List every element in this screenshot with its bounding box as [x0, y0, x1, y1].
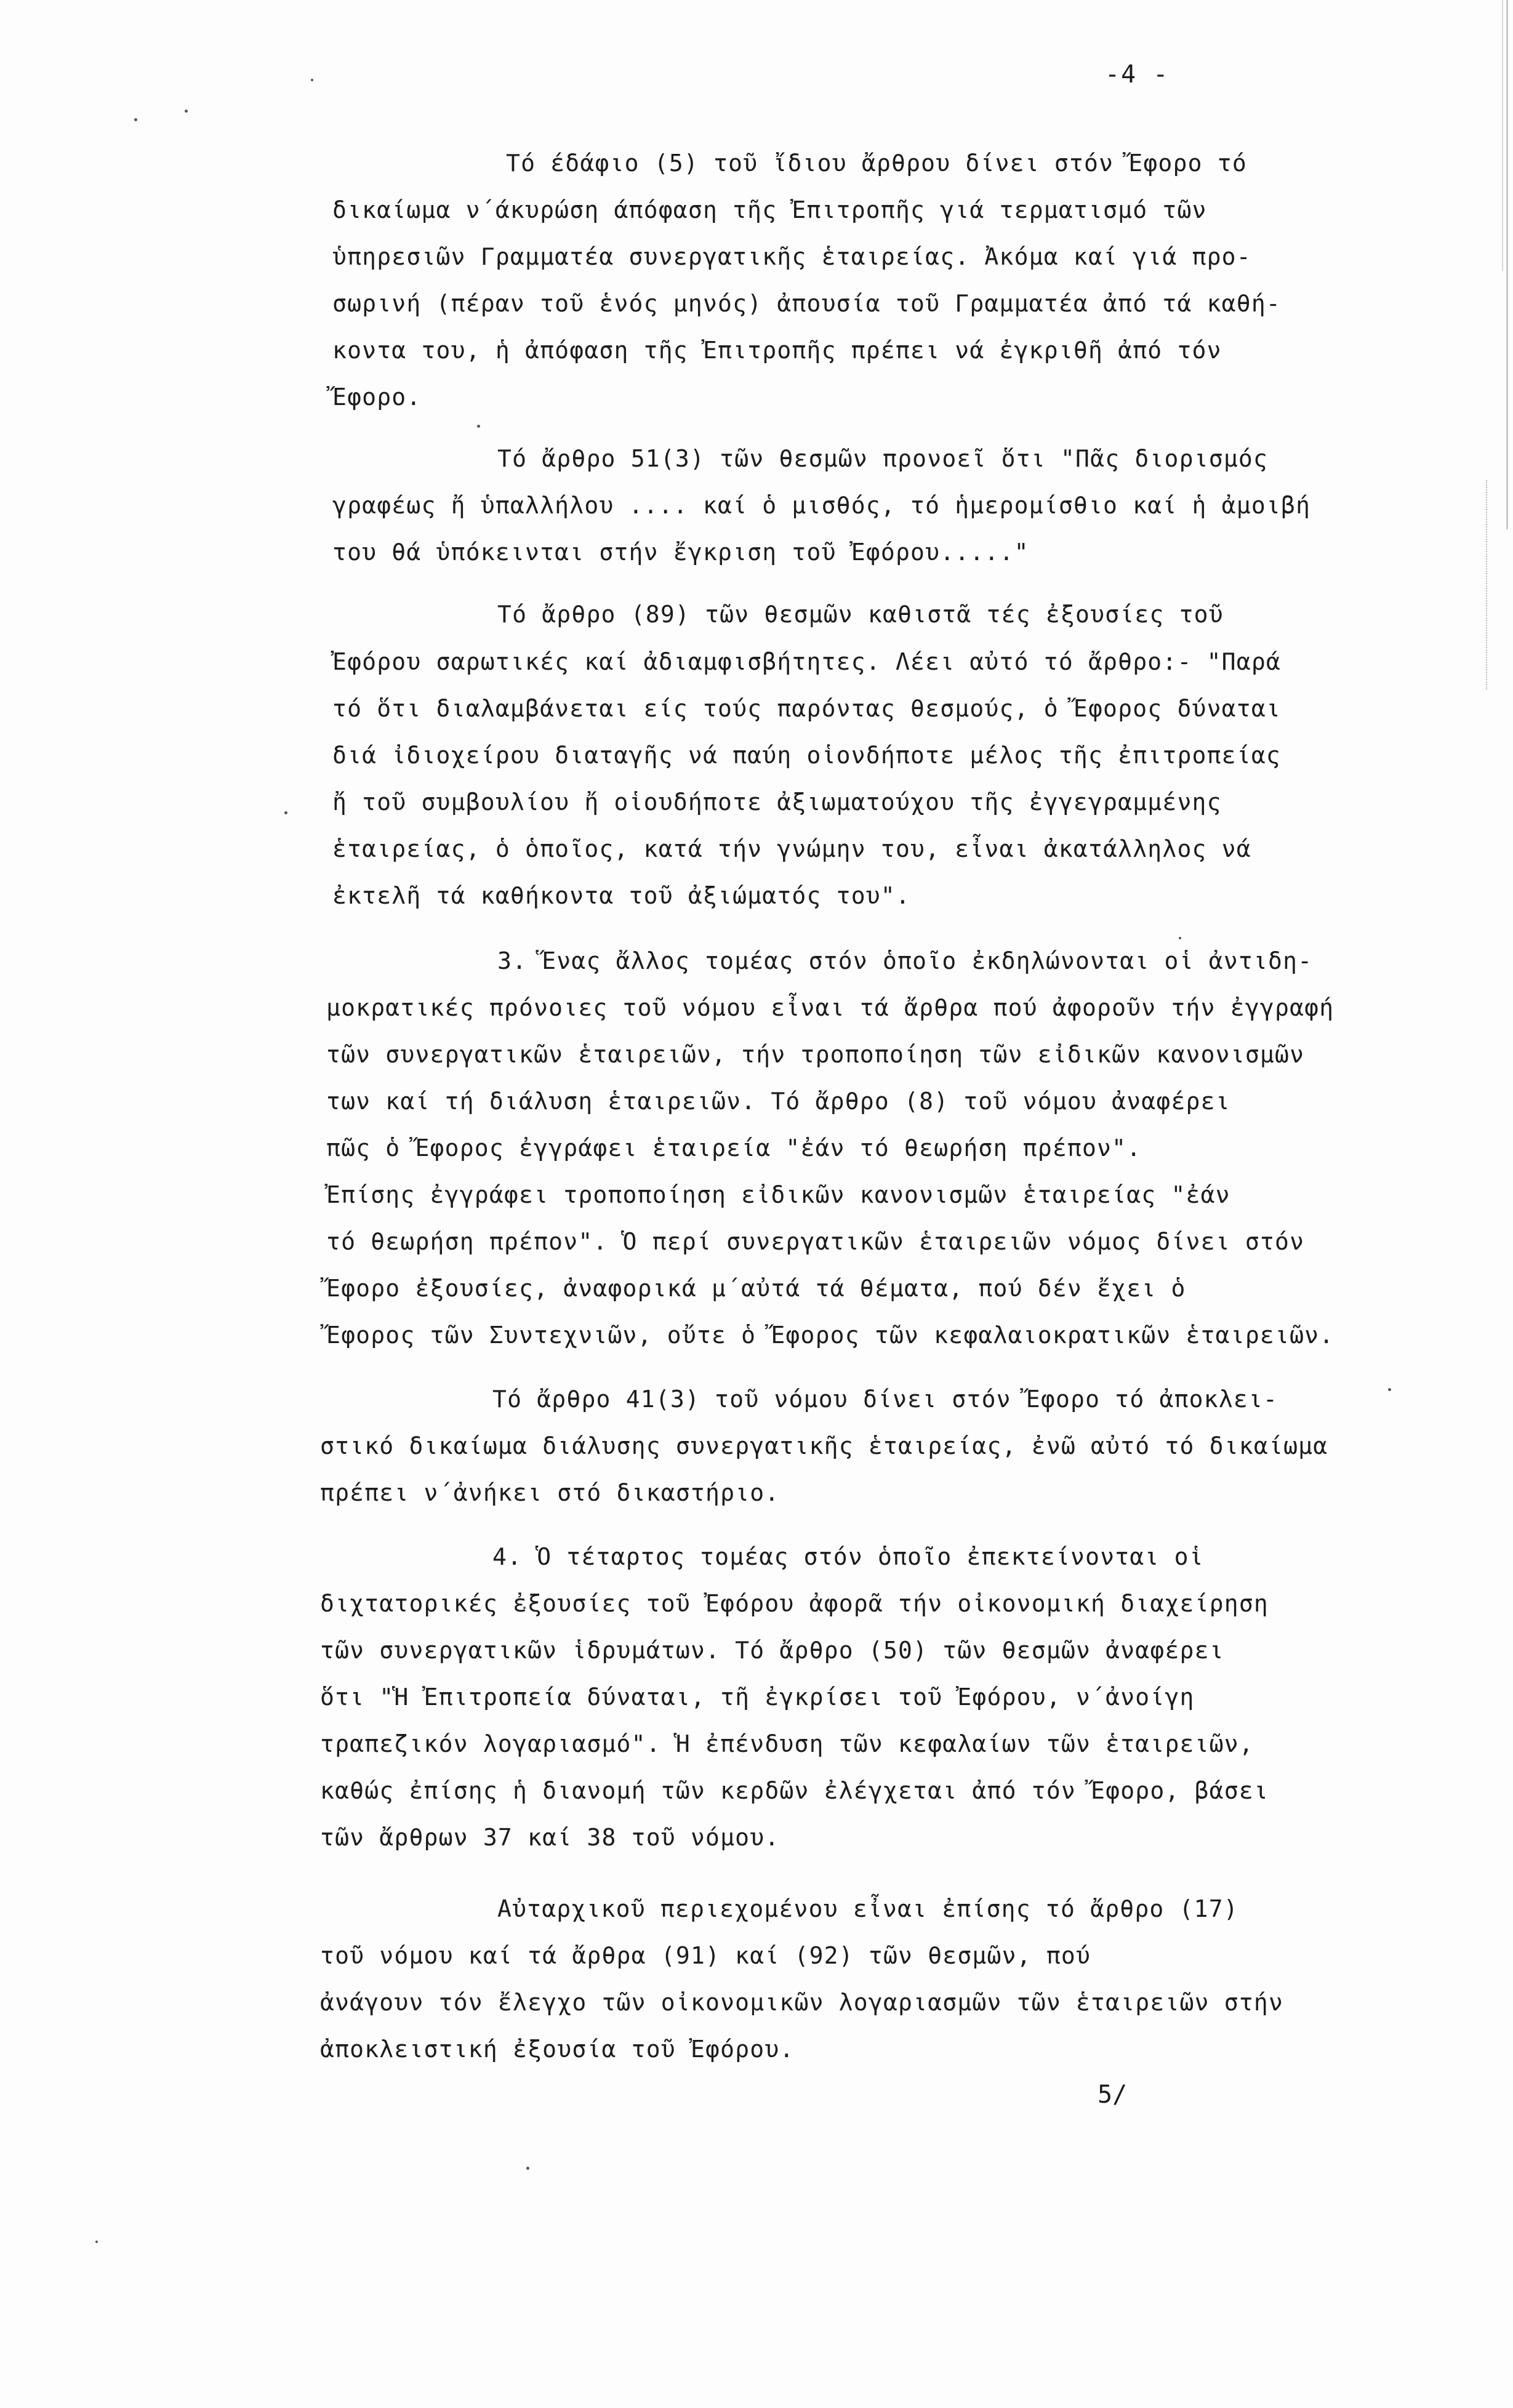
text-line: πρέπει ν΄ἀνήκει στό δικαστήριο.: [320, 1479, 780, 1506]
text-line: ὅτι "Ἡ Ἐπιτροπεία δύναται, τῆ ἐγκρίσει τοῦ Ἐφόρου, ν΄ἀνοίγη: [320, 1684, 1195, 1711]
text-line: Ἐφόρου σαρωτικές καί ἀδιαμφισβήτητες. Λέει αὐτό τό ἄρθρο:- "Παρά: [332, 648, 1281, 675]
text-line: δικαίωμα ν΄άκυρώση άπόφαση τῆς Ἐπιτροπῆς γιά τερματισμό τῶν: [332, 196, 1207, 223]
text-line: κοντα του, ἡ ἀπόφαση τῆς Ἐπιτροπῆς πρέπει νά ἐγκριθῆ ἀπό τόν: [332, 337, 1222, 364]
text-line: 4. Ὁ τέταρτος τομέας στόν ὁποῖο ἐπεκτείνονται οἱ: [492, 1543, 1204, 1570]
text-line: στικό δικαίωμα διάλυσης συνεργατικῆς ἑταιρείας, ἐνῶ αὐτό τό δικαίωμα: [320, 1432, 1328, 1459]
text-line: 3. Ἕνας ἄλλος τομέας στόν ὁποῖο ἐκδηλώνονται οἱ ἀντιδη-: [497, 947, 1313, 974]
continuation-marker: 5/: [1098, 2081, 1128, 2109]
page-number: -4 -: [1105, 60, 1170, 89]
scan-edge-line: [1506, 0, 1508, 529]
text-line: Τό έδάφιο (5) τοῦ ἴδιου ἄρθρου δίνει στόν Ἔφορο τό: [506, 150, 1247, 177]
text-line: ἤ τοῦ συμβουλίου ἤ οἱουδήποτε ἀξιωματούχου τῆς ἐγγεγραμμένης: [332, 789, 1222, 816]
text-line: ἀνάγουν τόν ἔλεγχο τῶν οἰκονομικῶν λογαριασμῶν τῶν ἑταιρειῶν στήν: [320, 1989, 1284, 2016]
text-line: Τό ἄρθρο (89) τῶν θεσμῶν καθιστᾶ τές ἐξουσίες τοῦ: [497, 601, 1224, 628]
text-line: ἀποκλειστική ἐξουσία τοῦ Ἐφόρου.: [320, 2036, 795, 2063]
text-line: σωρινή (πέραν τοῦ ἑνός μηνός) ἀπουσία τοῦ Γραμματέα ἀπό τά καθή-: [332, 290, 1281, 317]
text-line: γραφέως ἤ ὑπαλλήλου .... καί ὁ μισθός, τό ἡμερομίσθιο καί ἡ ἀμοιβή: [332, 492, 1311, 519]
text-line: των καί τή διάλυση ἑταιρειῶν. Τό ἄρθρο (8) τοῦ νόμου ἀναφέρει: [326, 1088, 1230, 1115]
text-line: ἑταιρείας, ὁ ὁποῖος, κατά τήν γνώμην του, εἶναι ἀκατάλληλος νά: [332, 835, 1251, 862]
scan-speck: [134, 118, 137, 121]
text-line: μοκρατικές πρόνοιες τοῦ νόμου εἶναι τά ἄρθρα πού ἀφοροῦν τήν ἐγγραφή: [326, 994, 1334, 1021]
scan-speck: [185, 110, 188, 113]
text-line: διά ἰδιοχείρου διαταγῆς νά παύη οἱονδήποτε μέλος τῆς ἐπιτροπείας: [332, 742, 1281, 769]
scan-speck: [477, 425, 480, 428]
scan-speck: [95, 2241, 98, 2243]
text-line: τραπεζικόν λογαριασμό". Ἡ ἐπένδυση τῶν κεφαλαίων τῶν ἑταιρειῶν,: [320, 1730, 1254, 1757]
text-line: τοῦ νόμου καί τά ἄρθρα (91) καί (92) τῶν θεσμῶν, πού: [320, 1942, 1091, 1969]
text-line: Αὐταρχικοῦ περιεχομένου εἶναι ἐπίσης τό ἄρθρο (17): [497, 1895, 1238, 1922]
text-line: τῶν συνεργατικῶν ἱδρυμάτων. Τό ἄρθρο (50) τῶν θεσμῶν ἀναφέρει: [320, 1637, 1224, 1664]
text-line: Ἔφορο ἐξουσίες, ἀναφορικά μ΄αὐτά τά θέματα, πού δέν ἔχει ὁ: [326, 1275, 1186, 1302]
text-line: πῶς ὁ Ἔφορος ἐγγράφει ἑταιρεία "ἐάν τό θεωρήση πρέπον".: [326, 1134, 1142, 1162]
scan-speck: [1388, 1388, 1391, 1391]
text-line: διχτατορικές ἐξουσίες τοῦ Ἐφόρου ἀφορᾶ τήν οἰκονομική διαχείρηση: [320, 1590, 1269, 1617]
text-line: καθώς ἐπίσης ἡ διανομή τῶν κερδῶν ἐλέγχεται ἀπό τόν Ἔφορο, βάσει: [320, 1777, 1269, 1804]
text-line: τό θεωρήση πρέπον". Ὁ περί συνεργατικῶν ἑταιρειῶν νόμος δίνει στόν: [326, 1228, 1305, 1255]
text-line: τῶν συνεργατικῶν ἑταιρειῶν, τήν τροποποίηση τῶν εἰδικῶν κανονισμῶν: [326, 1041, 1305, 1068]
scan-edge-line-secondary: [1502, 0, 1503, 271]
text-line: τό ὅτι διαλαμβάνεται είς τούς παρόντας θεσμούς, ὁ Ἔφορος δύναται: [332, 695, 1281, 722]
text-line: Ἔφορο.: [332, 383, 422, 411]
scan-speck: [284, 811, 287, 814]
scan-speck: [526, 2167, 529, 2170]
text-line: ἐκτελῆ τά καθήκοντα τοῦ ἀξιώματός του".: [332, 882, 911, 909]
text-line: ὑπηρεσιῶν Γραμματέα συνεργατικῆς ἑταιρείας. Ἀκόμα καί γιά προ-: [332, 243, 1251, 270]
scan-speck: [311, 79, 313, 81]
scan-speck: [1179, 937, 1181, 939]
text-line: Ἐπίσης ἐγγράφει τροποποίηση εἰδικῶν κανονισμῶν ἑταιρείας "ἐάν: [326, 1181, 1230, 1208]
text-line: του θά ὑπόκεινται στήν ἔγκριση τοῦ Ἐφόρου.....": [332, 539, 1029, 566]
text-line: Τό ἄρθρο 41(3) τοῦ νόμου δίνει στόν Ἔφορο τό ἀποκλει-: [492, 1386, 1278, 1413]
scan-dotted-margin: [1486, 480, 1488, 689]
text-line: Ἔφορος τῶν Συντεχνιῶν, οὔτε ὁ Ἔφορος τῶν κεφαλαιοκρατικῶν ἑταιρειῶν.: [326, 1322, 1334, 1349]
text-line: τῶν ἄρθρων 37 καί 38 τοῦ νόμου.: [320, 1824, 780, 1851]
text-line: Τό ἄρθρο 51(3) τῶν θεσμῶν προνοεῖ ὅτι "Πᾶς διορισμός: [497, 445, 1269, 472]
